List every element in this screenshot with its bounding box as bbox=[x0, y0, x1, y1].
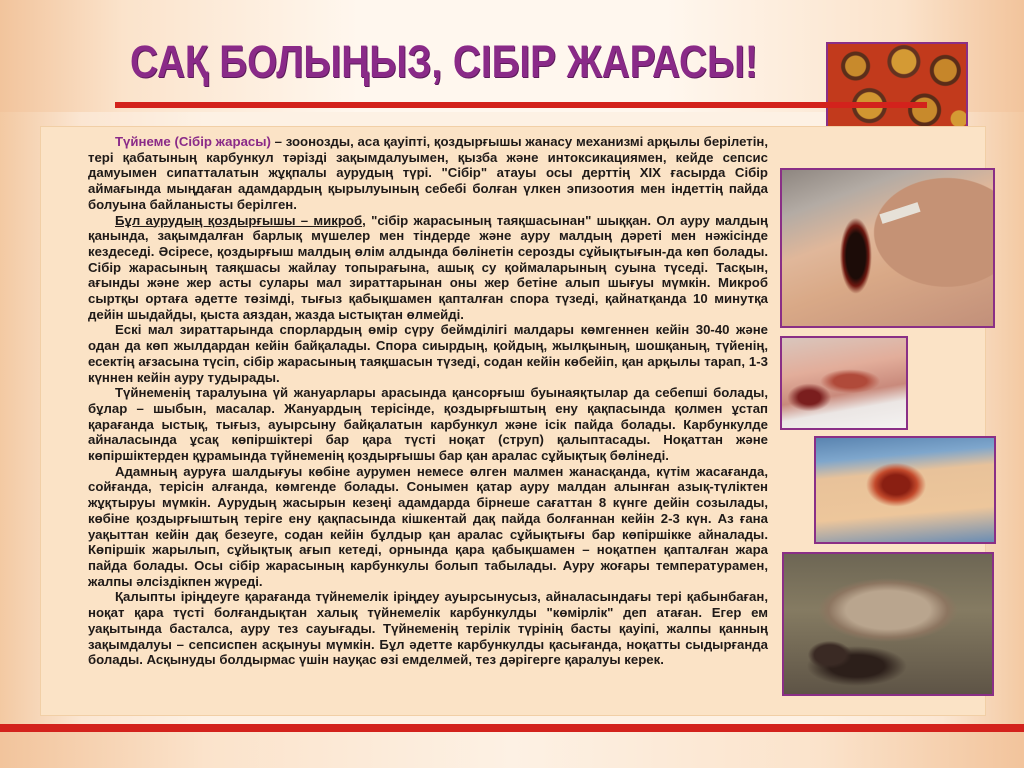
paragraph-1 bbox=[88, 134, 768, 213]
footer-divider bbox=[0, 724, 1024, 732]
paragraph-6: Қалыпты іріңдеуге қарағанда түйнемелік іріңдеу ауырсынусыз, айналасындағы тері қабынбаған, ноқат қара түсті болғандықтан халық түйнемелік карбункулды "көмірлік" деп атаған. Егер ем уақытында басталса, ауру тез сауығады. Түйнеменің терілік түрінің басты қауіпі, жалпы қанның зақымдалуы – сепсиспен асқынуы мүмкін. Бұл әдетте карбункулды қасығанда, ноқатты сыдырғанда болады. Асқынуды болдырмас үшін науқас өзі емделмей, тез дәрігерге қаралуы керек. bbox=[88, 589, 768, 668]
term-highlight: Түйнеме (Сібір жарасы) bbox=[115, 134, 271, 149]
dead-cow-photo bbox=[782, 552, 994, 696]
paragraph-5: Адамның ауруға шалдығуы көбіне аурумен немесе өлген малмен жанасқанда, күтім жасағанда, сойғанда, терісін алғанда, көмгенде болады. Сонымен қатар ауру малдан алынған азық-түліктен жұқтыруы мүмкін. Аурудың жасырын кезеңі адамдарда бірнеше сағаттан 8 күнге дейін созылады, көбіне қоздырғыштың теріге ену қақпасында кішкентай дақ пайда болғаннан кейін 2-3 күн. Аз ғана уақыттан кейін дақ безеуге, содан кейін бұлдыр қан аралас сұйықтығы бар көпіршікке айналады. Көпіршік жарылып, сұйықтық ағып кетеді, орнында қара қабықшамен – ноқатпен қапталған жара пайда болады. Осы сібір жарасының карбункулы болып табылады. Ауру жоғары температурамен, жалпы әлсіздікпен жүреді. bbox=[88, 463, 768, 589]
neck-lesion-photo bbox=[780, 168, 995, 328]
header-divider bbox=[115, 102, 927, 108]
arm-lesion-photo bbox=[780, 336, 908, 430]
paragraph-1-text: – зоонозды, аса қауіпті, қоздырғышы жанасу механизмі арқылы берілетін, тері қабатының карбункул тәрізді зақымдалуымен, қызба және интоксикациямен, кейде сепсис дамуымен сипатталатын жұқпалы аурудың түрі. "Сібір" атауы осы дерттің XIX ғасырда Сібір аймағында мыңдаған адамдардың қырылуының себебі болған үлкен эпизоотия мен індеттің пайда болуына байланысты берілген. bbox=[88, 134, 768, 212]
paragraph-2-text: , "сібір жарасының таяқшасынан" шыққан. Ол ауру малдың қанында, зақымдалған барлық мүшелер мен тіндерде және ауру малдың дәреті мен нәжісінде кездеседі. Әсіресе, қоздырғыш малдың өлім алдында бөлінетін серозды сұйықтығын-да көп болады. Сібір жарасының таяқшасы жайлау топырағына, ашық су қоймаларының суына түседі. Тасқын, ағынды және жер асты сулары мал зираттарынан оны жер бетіне алып шығуы мүмкін. Микроб сыртқы ортаға әдетте төзімді, тығыз қабықшамен қапталған спора түзеді, қайнатқанда 10 минутқа дейін шыдайды, қыста аяздан, жазда ыстықтан өлмейді. bbox=[88, 212, 768, 322]
page-title: САҚ БОЛЫҢЫЗ, СІБІР ЖАРАСЫ! bbox=[130, 36, 758, 87]
paragraph-2 bbox=[88, 213, 768, 323]
pathogen-underline: Бұл аурудың қоздырғышы – микроб bbox=[115, 212, 363, 228]
footer-band bbox=[0, 732, 1024, 768]
hand-lesion-photo bbox=[814, 436, 996, 544]
microscope-photo bbox=[826, 42, 968, 134]
paragraph-3: Ескі мал зираттарында спорлардың өмір сүру беймділігі малдары көмгеннен кейін 30-40 және одан да көп жылдардан кейін байқалады. Спора сиырдың, қойдың, жылқының, шошқаның, түйенің, есектің ағзасына түсіп, сібір жарасының таяқшасын түзеді, содан кейін көбейіп, қан арқылы тарап, 1-3 күннен кейін ауру тудырады. bbox=[88, 322, 768, 385]
paragraph-4: Түйнеменің таралуына үй жануарлары арасында қансорғыш буынаяқтылар да себепші болады, бұлар – шыбын, масалар. Жануардың терісінде, қоздырғыштың ену қақпасында қолмен ұстап қарағанда ыстық, тығыз, ауырсыну байқалатын карбункул және ісік пайда болады. Карбункулде айналасында ұсақ көпіршіктері бар қара түсті ноқат (струп) қалыптасады. Ноқаттан және көпіршіктерден құрамында түйнеменің қоздырғышы бар қан аралас сұйықтық бөлінеді. bbox=[88, 385, 768, 464]
article-text bbox=[88, 134, 768, 668]
label-tag bbox=[879, 202, 920, 224]
